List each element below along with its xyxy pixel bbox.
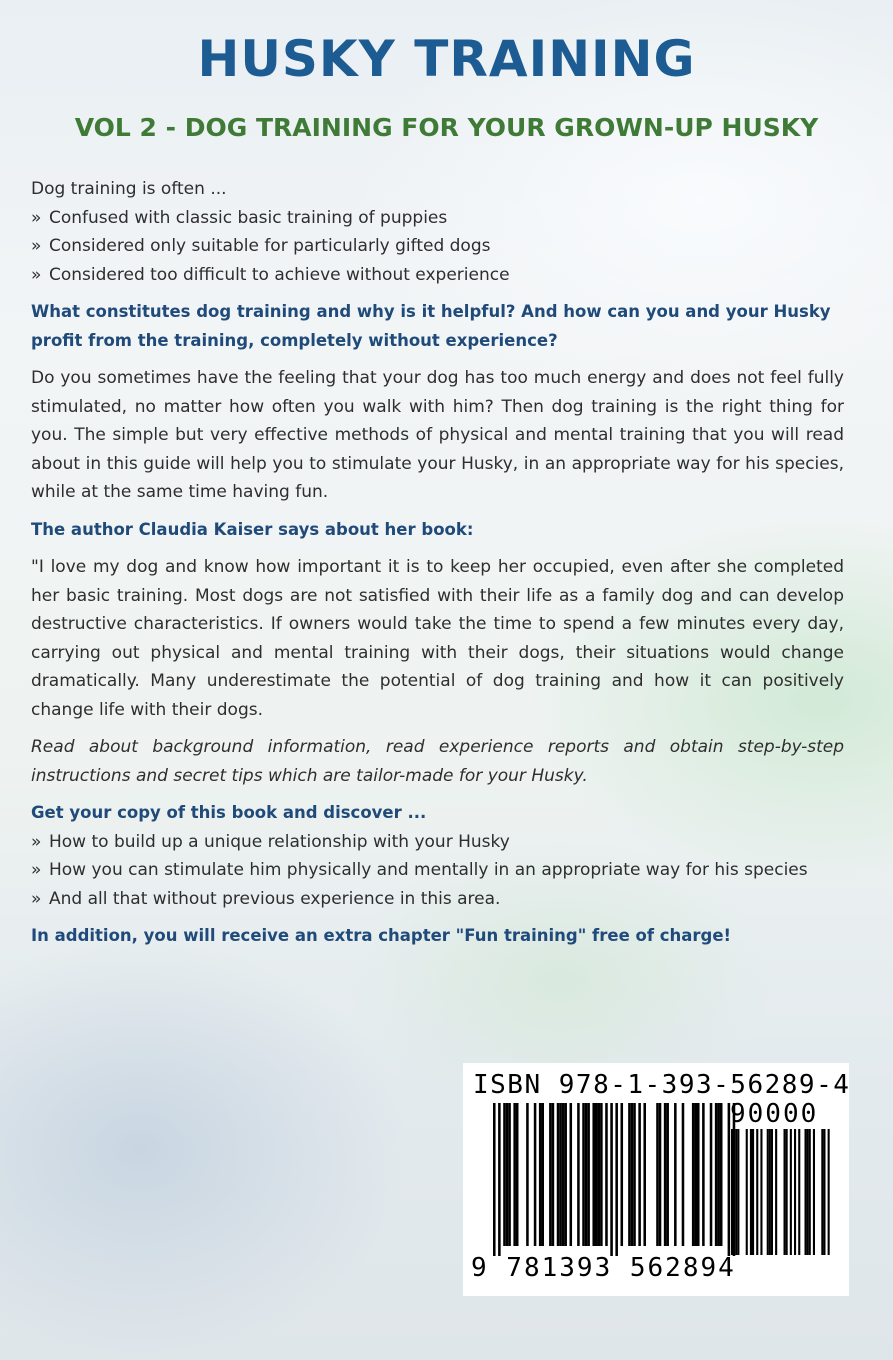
barcode-bar [615, 1103, 618, 1256]
addon-bar [737, 1129, 739, 1255]
intro-lead: Dog training is often ... [31, 179, 227, 199]
barcode-bar [674, 1103, 677, 1246]
body-paragraph: Do you sometimes have the feeling that your dog has too much energy and does not feel fully stimulated, no matter how often you walk with him? Then dog training is the right thing for you. The simple but very effective methods of physical and mental training that you will read about in this guide will help you to stimulate your Husky, in an appropriate way for his species, while at the same time having fun. [31, 368, 844, 502]
closing-line: In addition, you will receive an extra chapter "Fun training" free of charge! [31, 926, 732, 945]
italic-paragraph: Read about background information, read experience reports and obtain step-by-step instructions and secret tips which are tailor-made for your Husky. [31, 737, 844, 786]
intro-bullet-list [31, 204, 844, 290]
bullet-mark: » [31, 860, 42, 880]
addon-bar [731, 1129, 733, 1255]
addon-bar [775, 1129, 777, 1255]
addon-bar [750, 1129, 752, 1255]
barcode-bar [605, 1103, 608, 1246]
addon-bar [771, 1129, 773, 1255]
discover-heading: Get your copy of this book and discover ... [31, 803, 427, 822]
list-item: » Considered only suitable for particularly gifted dogs [31, 232, 844, 261]
addon-bar [756, 1129, 758, 1255]
bullet-mark: » [31, 207, 42, 228]
barcode-bar [659, 1103, 662, 1246]
barcode-bar [534, 1103, 537, 1246]
isbn-label: ISBN 978-1-393-56289-4 [473, 1070, 851, 1100]
discover-bullet-list [31, 828, 844, 914]
barcode-bar [628, 1103, 631, 1246]
barcode-bar [559, 1103, 562, 1246]
barcode-bar [694, 1103, 697, 1246]
list-item: » Confused with classic basic training of puppies [31, 204, 844, 233]
barcode-bar [508, 1103, 511, 1246]
list-item: » Considered too difficult to achieve without experience [31, 261, 844, 290]
addon-bar [809, 1129, 811, 1255]
price-code: 90000 [730, 1099, 819, 1129]
barcode-bar [506, 1103, 509, 1246]
barcode-bar [610, 1103, 613, 1256]
addon-bar [790, 1129, 792, 1255]
addon-bar [786, 1129, 788, 1255]
barcode-bar [692, 1103, 695, 1246]
bullet-mark: » [31, 888, 42, 909]
list-item: » How to build up a unique relationship with your Husky [31, 828, 844, 857]
barcode-bar [682, 1103, 685, 1246]
addon-bar [767, 1129, 769, 1255]
ean-digits: 9 781393 562894 [471, 1253, 736, 1283]
addon-bar [735, 1129, 737, 1255]
addon-bar [746, 1129, 748, 1255]
barcode-bar [516, 1103, 519, 1246]
barcode-bar [587, 1103, 590, 1246]
addon-bar [798, 1129, 800, 1255]
barcode-bar [598, 1103, 601, 1246]
list-item: » And all that without previous experience in this area. [31, 885, 844, 914]
addon-bar [769, 1129, 771, 1255]
addon-bar [828, 1129, 830, 1255]
question-heading: What constitutes dog training and why is it helpful? And how can you and your Husky profit from the training, completely without experience? [31, 302, 831, 350]
barcode-bar [526, 1103, 529, 1246]
barcode-bar [539, 1103, 542, 1246]
barcode-bar [582, 1103, 585, 1246]
back-cover-text [31, 175, 844, 951]
addon-bar [752, 1129, 754, 1255]
isbn-barcode [463, 1063, 849, 1296]
bullet-mark: » [31, 831, 42, 852]
barcode-bar [541, 1103, 544, 1246]
author-quote: "I love my dog and know how important it is to keep her occupied, even after she completed her basic training. Most dogs are not satisfied with their life as a family dog and can develop destructive characteristics. If owners would take the time to spend a few minutes every day, carrying out physical and mental training with their dogs, their situations would change dramatically. Many underestimate the potential of dog training and how it can positively change life with their dogs. [31, 557, 844, 720]
barcode-bar [549, 1103, 552, 1246]
barcode-bar [585, 1103, 588, 1246]
barcode-bar [631, 1103, 634, 1246]
barcode-bar [621, 1103, 624, 1246]
barcode-bar [564, 1103, 567, 1246]
addon-bar [821, 1129, 823, 1255]
barcode-bar [562, 1103, 565, 1246]
addon-bar [813, 1129, 815, 1255]
barcode-bar [493, 1103, 496, 1256]
barcode-bar [720, 1103, 723, 1246]
barcode-bar [702, 1103, 705, 1246]
barcode-bar [513, 1103, 516, 1246]
barcode-bar [715, 1103, 718, 1246]
book-subtitle: VOL 2 - DOG TRAINING FOR YOUR GROWN-UP HUSKY [74, 113, 819, 142]
barcode-bar [697, 1103, 700, 1246]
bullet-mark: » [31, 236, 42, 256]
barcode-bar [498, 1103, 501, 1256]
addon-bar [805, 1129, 807, 1255]
barcode-bar [633, 1103, 636, 1246]
addon-bar [784, 1129, 786, 1255]
addon-bar [807, 1129, 809, 1255]
barcode-bar [717, 1103, 720, 1246]
addon-bar [794, 1129, 796, 1255]
addon-bar [760, 1129, 762, 1255]
list-item: » How you can stimulate him physically and mentally in an appropriate way for his species [31, 856, 844, 885]
barcode-bar [656, 1103, 659, 1246]
book-title: HUSKY TRAINING [197, 30, 696, 88]
barcode-bar [557, 1103, 560, 1246]
barcode-bar [552, 1103, 555, 1246]
barcode-bar [638, 1103, 641, 1246]
barcode-bar [643, 1103, 646, 1246]
addon-bar [823, 1129, 825, 1255]
barcode-bar [664, 1103, 667, 1246]
barcode-bar [592, 1103, 595, 1246]
barcode-bar [570, 1103, 573, 1246]
author-heading: The author Claudia Kaiser says about her book: [31, 519, 474, 539]
barcode-bar [577, 1103, 580, 1246]
barcode-bar [710, 1103, 713, 1246]
barcode-bar [666, 1103, 669, 1246]
barcode-bar [600, 1103, 603, 1246]
bullet-mark: » [31, 264, 42, 285]
barcode-bar [503, 1103, 506, 1246]
barcode-bar [595, 1103, 598, 1246]
